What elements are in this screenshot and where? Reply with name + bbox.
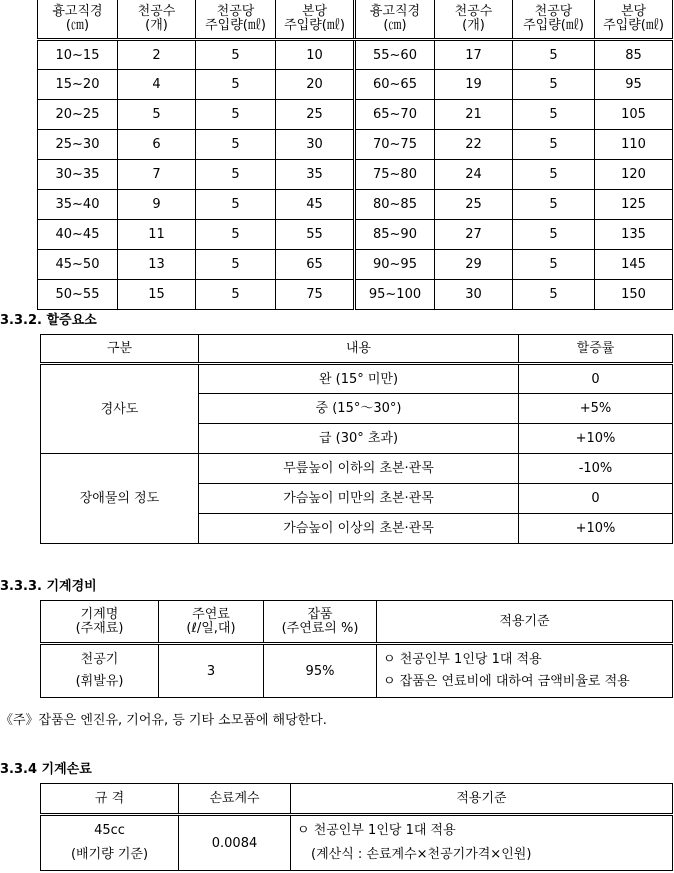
table-cell: 무릎높이 이하의 초본·관목	[199, 454, 519, 484]
table-cell: 완 (15° 미만)	[199, 364, 519, 394]
table-cell: 145	[595, 250, 673, 280]
table-row	[38, 220, 673, 250]
table-row	[41, 644, 673, 698]
table-cell: 35	[276, 160, 355, 190]
table-cell: 30	[435, 280, 513, 310]
table-cell: 5	[513, 100, 595, 130]
table-cell: 6	[118, 130, 196, 160]
table-cell: 55~60	[355, 40, 435, 70]
table-cell: 7	[118, 160, 196, 190]
table-cell: 60~65	[355, 70, 435, 100]
table-row	[38, 70, 673, 100]
table-cell: 5	[513, 220, 595, 250]
table-header-row	[41, 335, 673, 364]
header-cell: 흉고직경 (㎝)	[38, 0, 118, 40]
table-cell: 10~15	[38, 40, 118, 70]
table-cell: 80~85	[355, 190, 435, 220]
table-cell: 24	[435, 160, 513, 190]
table-cell: 5	[196, 40, 276, 70]
table-cell: 85~90	[355, 220, 435, 250]
table-cell: 65~70	[355, 100, 435, 130]
criteria-cell: ㅇ 천공인부 1인당 1대 적용 ㅇ 잡품은 연료비에 대하여 금액비율로 적용	[377, 644, 673, 698]
table-row	[38, 250, 673, 280]
table-cell: 5	[196, 250, 276, 280]
footnote: 《주》잡품은 엔진유, 기어유, 등 기타 소모품에 해당한다.	[0, 713, 327, 728]
table-cell: +10%	[519, 514, 673, 544]
coef-cell: 0.0084	[179, 815, 291, 871]
table-cell: 50~55	[38, 280, 118, 310]
table-cell: 40~45	[38, 220, 118, 250]
header-cell: 천공수 (개)	[435, 0, 513, 40]
table-cell: 17	[435, 40, 513, 70]
table-row	[38, 280, 673, 310]
table-cell: 5	[513, 130, 595, 160]
table-cell: 5	[513, 40, 595, 70]
table-cell: 가슴높이 미만의 초본·관목	[199, 484, 519, 514]
table-row	[38, 190, 673, 220]
table-cell: 5	[196, 130, 276, 160]
table-cell: 45	[276, 190, 355, 220]
table-row	[38, 160, 673, 190]
surcharge-table	[40, 334, 673, 544]
table-cell: 2	[118, 40, 196, 70]
table-cell: 27	[435, 220, 513, 250]
table-cell: 20~25	[38, 100, 118, 130]
table-cell: 65	[276, 250, 355, 280]
spec-cell: 45cc (배기량 기준)	[41, 815, 179, 871]
header-cell: 흉고직경 (㎝)	[355, 0, 435, 40]
table-cell: 10	[276, 40, 355, 70]
table-cell: 19	[435, 70, 513, 100]
table-cell: 가슴높이 이상의 초본·관목	[199, 514, 519, 544]
table-cell: 55	[276, 220, 355, 250]
table-cell: 30	[276, 130, 355, 160]
table-cell: 135	[595, 220, 673, 250]
section-heading-3-3-3: 3.3.3. 기계경비	[0, 579, 97, 594]
table-cell: 5	[513, 280, 595, 310]
header-cell: 할증률	[519, 335, 673, 364]
table-cell: 150	[595, 280, 673, 310]
table-cell: 0	[519, 364, 673, 394]
section-heading-3-3-2: 3.3.2. 할증요소	[0, 313, 97, 328]
table-cell: 125	[595, 190, 673, 220]
header-cell: 본당 주입량(㎖)	[595, 0, 673, 40]
table-cell: 5	[196, 70, 276, 100]
table-cell: 5	[196, 190, 276, 220]
header-cell: 본당 주입량(㎖)	[276, 0, 355, 40]
table-row	[41, 364, 673, 394]
table-cell: 11	[118, 220, 196, 250]
header-cell: 잡품 (주연료의 %)	[264, 601, 377, 644]
table-row	[38, 100, 673, 130]
table-cell: 21	[435, 100, 513, 130]
header-cell: 적용기준	[291, 784, 673, 815]
misc-cell: 95%	[264, 644, 377, 698]
table-cell: -10%	[519, 454, 673, 484]
table-cell: 70~75	[355, 130, 435, 160]
table-cell: 95~100	[355, 280, 435, 310]
section-heading-3-3-4: 3.3.4 기계손료	[0, 762, 92, 777]
table-cell: 90~95	[355, 250, 435, 280]
table-cell: 105	[595, 100, 673, 130]
table-cell: 25	[276, 100, 355, 130]
table-cell: 5	[513, 190, 595, 220]
header-cell: 천공당 주입량(㎖)	[513, 0, 595, 40]
table-cell: +5%	[519, 394, 673, 424]
table-cell: 5	[513, 70, 595, 100]
table-cell: 급 (30° 초과)	[199, 424, 519, 454]
table-cell: 15~20	[38, 70, 118, 100]
table-cell: 29	[435, 250, 513, 280]
header-cell: 천공수 (개)	[118, 0, 196, 40]
table-cell: 25~30	[38, 130, 118, 160]
table-cell: 75~80	[355, 160, 435, 190]
table-cell: 0	[519, 484, 673, 514]
header-cell: 내용	[199, 335, 519, 364]
table-row	[41, 454, 673, 484]
table-cell: 5	[196, 100, 276, 130]
header-cell: 규 격	[41, 784, 179, 815]
table-cell: 5	[196, 220, 276, 250]
header-cell: 천공당 주입량(㎖)	[196, 0, 276, 40]
group-label: 장애물의 정도	[41, 454, 199, 544]
injection-volume-table	[37, 0, 673, 310]
header-cell: 손료계수	[179, 784, 291, 815]
table-cell: 5	[513, 160, 595, 190]
table-cell: 9	[118, 190, 196, 220]
table-cell: +10%	[519, 424, 673, 454]
table-header-row	[38, 0, 673, 40]
table-cell: 4	[118, 70, 196, 100]
table-cell: 13	[118, 250, 196, 280]
table-cell: 5	[196, 160, 276, 190]
header-cell: 기계명 (주재료)	[41, 601, 159, 644]
group-label: 경사도	[41, 364, 199, 454]
machine-loss-table	[40, 783, 673, 871]
header-cell: 구분	[41, 335, 199, 364]
criteria-cell: ㅇ 천공인부 1인당 1대 적용 (계산식 : 손료계수×천공기가격×인원)	[291, 815, 673, 871]
machine-cost-table	[40, 600, 673, 698]
table-cell: 25	[435, 190, 513, 220]
table-cell: 120	[595, 160, 673, 190]
table-cell: 15	[118, 280, 196, 310]
table-cell: 20	[276, 70, 355, 100]
header-cell: 주연료 (ℓ/일,대)	[159, 601, 264, 644]
table-cell: 75	[276, 280, 355, 310]
table-cell: 45~50	[38, 250, 118, 280]
table-header-row	[41, 601, 673, 644]
table-cell: 95	[595, 70, 673, 100]
header-cell: 적용기준	[377, 601, 673, 644]
table-header-row	[41, 784, 673, 815]
table-cell: 5	[513, 250, 595, 280]
table-cell: 5	[196, 280, 276, 310]
table-cell: 35~40	[38, 190, 118, 220]
table-cell: 110	[595, 130, 673, 160]
table-cell: 30~35	[38, 160, 118, 190]
table-cell: 85	[595, 40, 673, 70]
table-cell: 5	[118, 100, 196, 130]
table-row	[38, 130, 673, 160]
fuel-cell: 3	[159, 644, 264, 698]
machine-name-cell: 천공기 (휘발유)	[41, 644, 159, 698]
table-cell: 22	[435, 130, 513, 160]
table-cell: 중 (15°～30°)	[199, 394, 519, 424]
table-row	[38, 40, 673, 70]
table-row	[41, 815, 673, 871]
